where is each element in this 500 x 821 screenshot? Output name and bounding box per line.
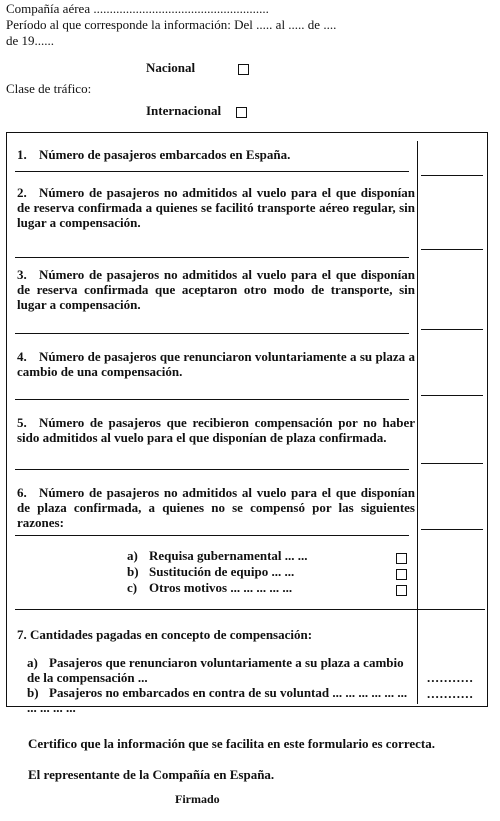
section-divider (15, 609, 485, 610)
internacional-option (146, 104, 346, 119)
internacional-label: Internacional (146, 104, 222, 118)
answer-line-2[interactable] (421, 249, 483, 250)
row-text: Número de pasajeros embarcados en España. (39, 147, 291, 162)
row-number: 1. (17, 147, 27, 162)
representative-text: El representante de la Compañía en España. (28, 767, 275, 782)
airline-label: Compañía aérea (6, 2, 91, 16)
row-text: Número de pasajeros que recibieron compensación por no haber sido admitidos al vuelo para el que disponían de plaza confirmada. (17, 415, 415, 445)
item-text: Pasajeros no embarcados en contra de su voluntad ... ... ... ... ... ... ... ... ... ... (27, 685, 408, 715)
answer-line-4[interactable] (421, 395, 483, 396)
row-number: 5. (17, 415, 27, 430)
section-7-a (27, 655, 417, 685)
section-7-title: 7. Cantidades pagadas en concepto de compensación: (17, 627, 313, 642)
reason-letter: b) (127, 564, 139, 579)
nacional-option (146, 61, 346, 76)
reason-b-checkbox[interactable] (396, 569, 407, 580)
amount-field-b[interactable]: ........... (427, 686, 474, 701)
amount-field-a[interactable]: ........... (427, 670, 474, 685)
row-text: Número de pasajeros no admitidos al vuelo para el que disponían de plaza confirmada, a quienes no se compensó por las siguientes razones: (17, 485, 415, 530)
row-divider (15, 469, 409, 470)
row-divider (15, 535, 409, 536)
clase-label: Clase de tráfico: (6, 82, 92, 96)
row-text: Número de pasajeros que renunciaron voluntariamente a su plaza a cambio de una compensación. (17, 349, 415, 379)
row-number: 6. (17, 485, 27, 500)
internacional-checkbox[interactable] (236, 107, 247, 118)
row-number: 2. (17, 185, 27, 200)
airline-line (6, 2, 492, 17)
reason-letter: a) (127, 548, 138, 563)
row-text: Número de pasajeros no admitidos al vuelo para el que disponían de reserva confirmada que aceptaron otro modo de transporte, sin lugar a compensación. (17, 267, 415, 312)
row-4 (17, 349, 415, 379)
reason-text: Sustitución de equipo ... ... (149, 564, 295, 579)
row-number: 4. (17, 349, 27, 364)
row-5 (17, 415, 415, 445)
answer-line-5[interactable] (421, 463, 483, 464)
reason-c-checkbox[interactable] (396, 585, 407, 596)
row-text: Número de pasajeros no admitidos al vuelo para el que disponían de reserva confirmada a quienes se facilitó transporte aéreo regular, sin lugar a compensación. (17, 185, 415, 230)
answer-line-6[interactable] (421, 529, 483, 530)
row-number: 3. (17, 267, 27, 282)
nacional-label: Nacional (146, 61, 196, 75)
row-divider (15, 171, 409, 172)
nacional-checkbox[interactable] (238, 64, 249, 75)
reason-letter: c) (127, 580, 138, 595)
row-6 (17, 485, 415, 530)
answer-line-1[interactable] (421, 175, 483, 176)
airline-field[interactable]: ...................................................... (93, 2, 269, 16)
reason-a (127, 549, 308, 564)
row-divider (15, 399, 409, 400)
reason-b (127, 565, 294, 580)
row-3 (17, 267, 415, 312)
row-divider (15, 333, 409, 334)
answer-line-3[interactable] (421, 329, 483, 330)
row-1 (17, 147, 415, 162)
section-7-b (27, 685, 417, 715)
item-text: Pasajeros que renunciaron voluntariamente a su plaza a cambio de la compensación ... (27, 655, 404, 685)
row-divider (15, 257, 409, 258)
item-letter: b) (27, 685, 39, 700)
item-letter: a) (27, 655, 38, 670)
reason-a-checkbox[interactable] (396, 553, 407, 564)
reason-text: Requisa gubernamental ... ... (149, 548, 308, 563)
signed-label: Firmado (175, 792, 220, 806)
year-line: de 19...... (6, 34, 55, 48)
reason-c (127, 581, 292, 596)
column-divider (417, 141, 418, 704)
certify-text: Certifico que la información que se facilita en este formulario es correcta. (28, 736, 435, 751)
reason-text: Otros motivos ... ... ... ... ... (149, 580, 293, 595)
row-2 (17, 185, 415, 230)
form-table (6, 132, 488, 715)
period-line: Período al que corresponde la información: Del ..... al ..... de .... (6, 18, 337, 32)
